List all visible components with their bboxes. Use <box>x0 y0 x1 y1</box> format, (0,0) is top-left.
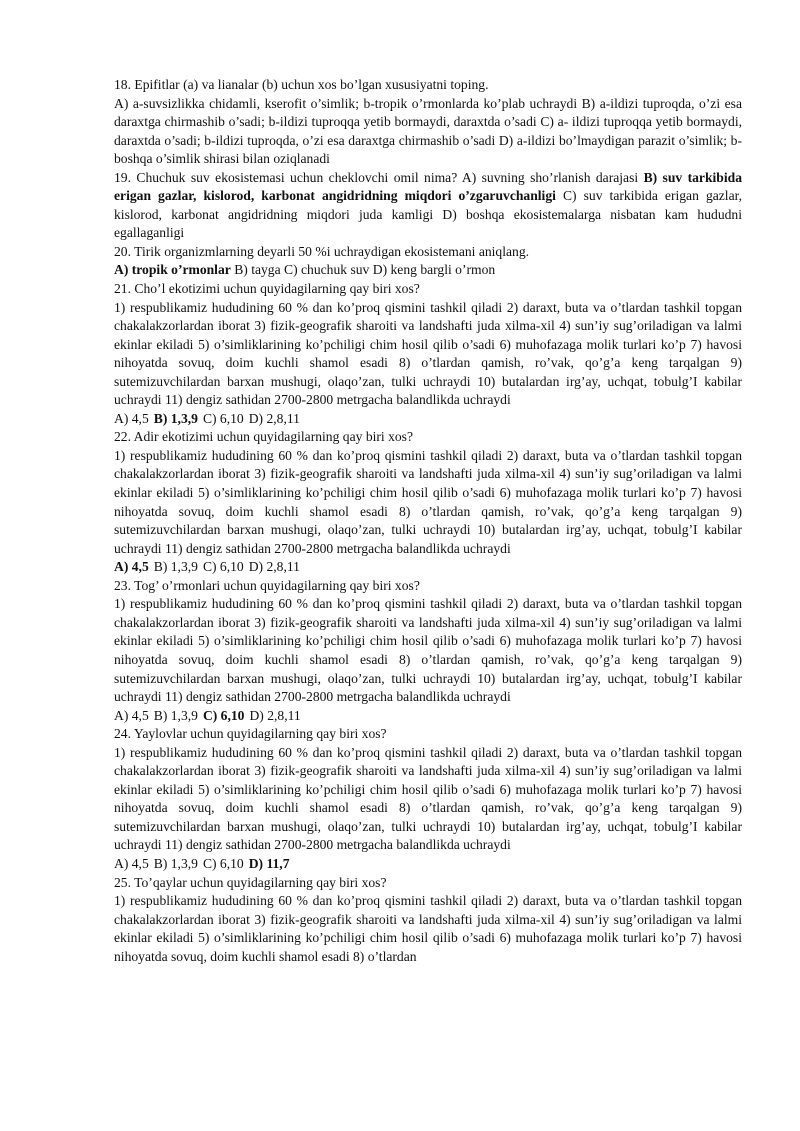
question-21-title: 21. Cho’l ekotizimi uchun quyidagilarning qay biri xos? <box>114 281 420 297</box>
question-21-option-d: D) 2,8,11 <box>248 410 300 426</box>
question-19-correct-answer: B) suv tarkibida erigan gazlar, kislorod, karbonat angidridning miqdori o’zgaruvchanligi <box>114 169 742 204</box>
question-25-statements: 1) respublikamiz hududining 60 % dan ko’proq qismini tashkil qiladi 2) daraxt, buta va o’tlardan tashkil topgan chakalakzorlardan iborat 3) fizik-geografik sharoiti va landshafti juda xilma-xil 4) sun’iy sug’oriladigan va lalmi ekinlar ekiladi 5) o’simliklarining ko’pchiligi chim hosil qilib o’sadi 6) muhofazaga molik turlari ko’p 7) havosi nihoyatda sovuq, doim kuchli shamol esadi 8) o’tlardan <box>114 893 742 964</box>
question-22-title: 22. Adir ekotizimi uchun quyidagilarning qay biri xos? <box>114 429 414 445</box>
question-22-option-d: D) 2,8,11 <box>248 559 300 575</box>
question-23-title: 23. Tog’ o’rmonlari uchun quyidagilarning qay biri xos? <box>114 577 420 593</box>
question-21-answers <box>114 410 742 429</box>
question-22-option-b: B) 1,3,9 <box>153 559 198 575</box>
question-23 <box>114 577 742 725</box>
question-18-options: A) a-suvsizlikka chidamli, kserofit o’simlik; b-tropik o’rmonlarda ko’plab uchraydi B) a-ildizi tuproqda, o’zi esa daraxtga chirmashib o’sadi; b-ildizi tuproqqa yetib bormaydi, daraxtda o’sadi C) a- ildizi tuproqqa yetib bormaydi, daraxtda o’sadi; b-ildizi tuproqda, o’zi esa daraxtga chirmashib o’sadi D) a-ildizi bo’lmaydigan parazit o’simlik; b-boshqa o’simlik shirasi bilan oziqlanadi <box>114 95 742 167</box>
question-20-other-options: B) tayga C) chuchuk suv D) keng bargli o’rmon <box>230 262 496 278</box>
question-19-other-options: C) suv tarkibida erigan gazlar, kislorod, karbonat angidridning miqdori juda kamligi D) boshqa ekosistemalarga nisbatan kam hududni egallaganligi <box>114 188 742 241</box>
question-23-option-a: A) 4,5 <box>114 707 149 723</box>
question-24-option-b: B) 1,3,9 <box>153 855 198 871</box>
question-20 <box>114 243 742 280</box>
question-18 <box>114 76 742 169</box>
question-24-answers <box>114 855 742 874</box>
question-22-option-a: A) 4,5 <box>114 559 149 575</box>
question-21-option-c: C) 6,10 <box>202 410 244 426</box>
question-22 <box>114 428 742 576</box>
question-24-option-c: C) 6,10 <box>202 855 244 871</box>
question-22-option-c: C) 6,10 <box>202 559 244 575</box>
question-24-statements: 1) respublikamiz hududining 60 % dan ko’proq qismini tashkil qiladi 2) daraxt, buta va o’tlardan tashkil topgan chakalakzorlardan iborat 3) fizik-geografik sharoiti va landshafti juda xilma-xil 4) sun’iy sug’oriladigan va lalmi ekinlar ekiladi 5) o’simliklarining ko’pchiligi chim hosil qilib o’sadi 6) muhofazaga molik turlari ko’p 7) havosi nihoyatda sovuq, doim kuchli shamol esadi 8) o’tlardan qamish, ro’vak, qo’g’a keng tarqalgan 9) sutemizuvchilardan barxan mushugi, olaqo’zan, tulki uchraydi 10) butalardan irg’ay, uchqat, tobulg’I kabilar uchraydi 11) dengiz sathidan 2700-2800 metrgacha balandlikda uchraydi <box>114 744 742 853</box>
question-24-option-d: D) 11,7 <box>248 855 290 871</box>
question-23-statements: 1) respublikamiz hududining 60 % dan ko’proq qismini tashkil qiladi 2) daraxt, buta va o’tlardan tashkil topgan chakalakzorlardan iborat 3) fizik-geografik sharoiti va landshafti juda xilma-xil 4) sun’iy sug’oriladigan va lalmi ekinlar ekiladi 5) o’simliklarining ko’pchiligi chim hosil qilib o’sadi 6) muhofazaga molik turlari ko’p 7) havosi nihoyatda sovuq, doim kuchli shamol esadi 8) o’tlardan qamish, ro’vak, qo’g’a keng tarqalgan 9) sutemizuvchilardan barxan mushugi, olaqo’zan, tulki uchraydi 10) butalardan irg’ay, uchqat, tobulg’I kabilar uchraydi 11) dengiz sathidan 2700-2800 metrgacha balandlikda uchraydi <box>114 596 742 705</box>
question-24-option-a: A) 4,5 <box>114 855 149 871</box>
question-25-title: 25. To’qaylar uchun quyidagilarning qay biri xos? <box>114 874 387 890</box>
question-18-title: 18. Epifitlar (a) va lianalar (b) uchun xos bo’lgan xususiyatni toping. <box>114 77 489 92</box>
question-23-option-d: D) 2,8,11 <box>249 707 301 723</box>
question-21-option-a: A) 4,5 <box>114 410 149 426</box>
question-20-answers <box>114 261 742 280</box>
question-22-answers <box>114 558 742 577</box>
question-23-option-c: C) 6,10 <box>202 707 245 723</box>
question-24-title: 24. Yaylovlar uchun quyidagilarning qay biri xos? <box>114 726 387 742</box>
question-25 <box>114 874 742 967</box>
question-21-statements: 1) respublikamiz hududining 60 % dan ko’proq qismini tashkil qiladi 2) daraxt, buta va o’tlardan tashkil topgan chakalakzorlardan iborat 3) fizik-geografik sharoiti va landshafti juda xilma-xil 4) sun’iy sug’oriladigan va lalmi ekinlar ekiladi 5) o’simliklarining ko’pchiligi chim hosil qilib o’sadi 6) muhofazaga molik turlari ko’p 7) havosi nihoyatda sovuq, doim kuchli shamol esadi 8) o’tlardan qamish, ro’vak, qo’g’a keng tarqalgan 9) sutemizuvchilardan barxan mushugi, olaqo’zan, tulki uchraydi 10) butalardan irg’ay, uchqat, tobulg’I kabilar uchraydi 11) dengiz sathidan 2700-2800 metrgacha balandlikda uchraydi <box>114 299 742 408</box>
question-22-statements: 1) respublikamiz hududining 60 % dan ko’proq qismini tashkil qiladi 2) daraxt, buta va o’tlardan tashkil topgan chakalakzorlardan iborat 3) fizik-geografik sharoiti va landshafti juda xilma-xil 4) sun’iy sug’oriladigan va lalmi ekinlar ekiladi 5) o’simliklarining ko’pchiligi chim hosil qilib o’sadi 6) muhofazaga molik turlari ko’p 7) havosi nihoyatda sovuq, doim kuchli shamol esadi 8) o’tlardan qamish, ro’vak, qo’g’a keng tarqalgan 9) sutemizuvchilardan barxan mushugi, olaqo’zan, tulki uchraydi 10) butalardan irg’ay, uchqat, tobulg’I kabilar uchraydi 11) dengiz sathidan 2700-2800 metrgacha balandlikda uchraydi <box>114 447 742 556</box>
question-19-title: 19. Chuchuk suv ekosistemasi uchun cheklovchi omil nima? A) suvning sho’rlanish darajasi <box>114 169 644 185</box>
question-19 <box>114 169 742 243</box>
document-page <box>114 76 742 966</box>
question-23-option-b: B) 1,3,9 <box>153 707 198 723</box>
question-21-option-b: B) 1,3,9 <box>153 410 198 426</box>
question-24 <box>114 725 742 873</box>
question-19-text <box>114 169 742 243</box>
question-23-answers <box>114 707 742 726</box>
question-21 <box>114 280 742 428</box>
question-20-correct-answer: A) tropik o’rmonlar <box>114 262 231 278</box>
question-20-title: 20. Tirik organizmlarning deyarli 50 %i uchraydigan ekosistemani aniqlang. <box>114 243 530 259</box>
